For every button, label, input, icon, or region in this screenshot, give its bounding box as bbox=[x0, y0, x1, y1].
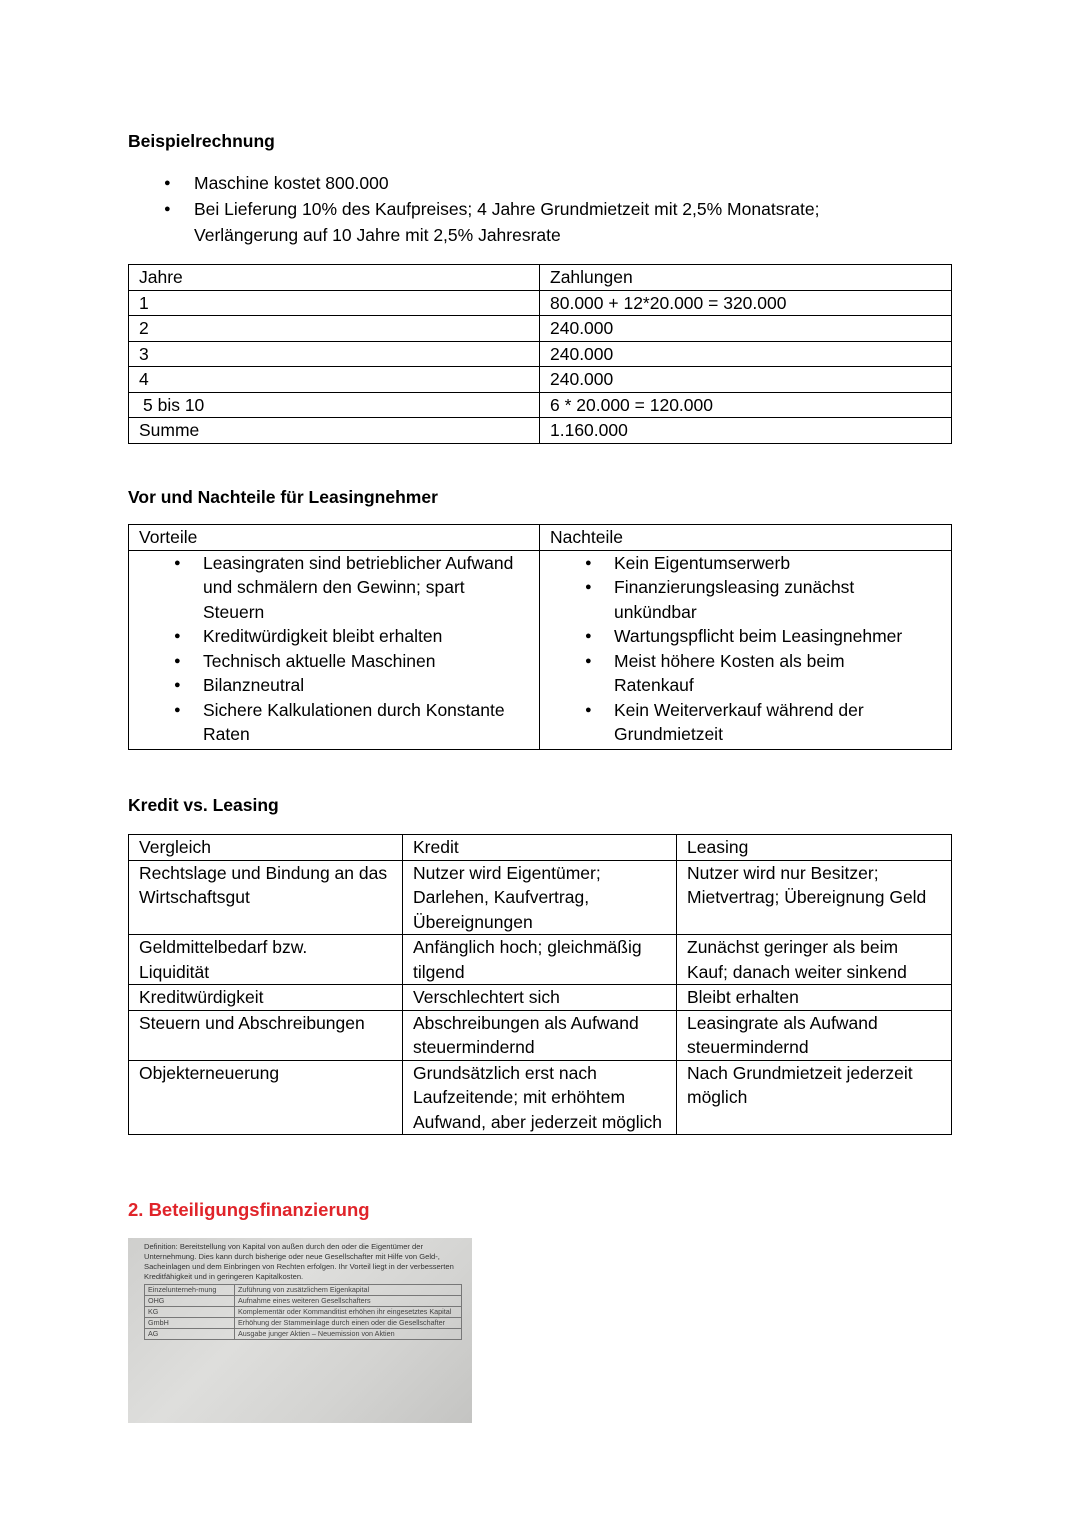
table-cell: Bleibt erhalten bbox=[677, 985, 952, 1011]
list-item: ● Sichere Kalkulationen durch Konstante Raten bbox=[203, 698, 529, 747]
table-cell: 2 bbox=[129, 316, 540, 342]
table-cell: Nach Grundmietzeit jederzeit möglich bbox=[677, 1060, 952, 1135]
table-cell: Leasingrate als Aufwand steuermindernd bbox=[677, 1010, 952, 1060]
table-cell: GmbH bbox=[145, 1318, 235, 1329]
table-cell: 6 * 20.000 = 120.000 bbox=[540, 392, 952, 418]
table-row bbox=[129, 1010, 952, 1060]
header-leasing: Leasing bbox=[677, 835, 952, 861]
table-cell: AG bbox=[145, 1329, 235, 1340]
table-cell: 240.000 bbox=[540, 367, 952, 393]
header-vergleich: Vergleich bbox=[129, 835, 403, 861]
table-row bbox=[129, 341, 952, 367]
heading-beteiligungsfinanzierung: 2. Beteiligungsfinanzierung bbox=[128, 1199, 370, 1220]
list-item: ● Kein Eigentumserwerb bbox=[614, 551, 941, 576]
table-cell: 5 bis 10 bbox=[129, 392, 540, 418]
table-row bbox=[129, 290, 952, 316]
table-row bbox=[129, 418, 952, 444]
table-cell: Nutzer wird nur Besitzer; Mietvertrag; Übereignung Geld bbox=[677, 860, 952, 935]
bullet-item: ● Bei Lieferung 10% des Kaufpreises; 4 Jahre Grundmietzeit mit 2,5% Monatsrate; Verlängerung auf 10 Jahre mit 2,5% Jahresrate bbox=[194, 196, 894, 248]
table-row bbox=[129, 860, 952, 935]
table-cell: Aufnahme eines weiteren Gesellschafters bbox=[235, 1296, 462, 1307]
table-cell: Summe bbox=[129, 418, 540, 444]
list-item: ● Bilanzneutral bbox=[203, 673, 529, 698]
table-row bbox=[145, 1296, 462, 1307]
table-row bbox=[145, 1318, 462, 1329]
bullet-list bbox=[164, 170, 894, 248]
table-cell: Erhöhung der Stammeinlage durch einen oder die Gesellschafter bbox=[235, 1318, 462, 1329]
nachteile-cell bbox=[540, 550, 952, 749]
comparison-table bbox=[128, 834, 952, 1135]
table-row bbox=[145, 1285, 462, 1296]
vorteile-cell bbox=[129, 550, 540, 749]
table-cell: Verschlechtert sich bbox=[403, 985, 677, 1011]
table-row bbox=[129, 367, 952, 393]
table-cell: Grundsätzlich erst nach Laufzeitende; mit erhöhtem Aufwand, aber jederzeit möglich bbox=[403, 1060, 677, 1135]
header-kredit: Kredit bbox=[403, 835, 677, 861]
table-row bbox=[129, 985, 952, 1011]
table-cell: Einzelunterneh-mung bbox=[145, 1285, 235, 1296]
table-header-row bbox=[129, 265, 952, 291]
table-cell: 1.160.000 bbox=[540, 418, 952, 444]
table-cell: 1 bbox=[129, 290, 540, 316]
table-cell: KG bbox=[145, 1307, 235, 1318]
table-header-row bbox=[129, 835, 952, 861]
table-row bbox=[145, 1307, 462, 1318]
table-row bbox=[145, 1329, 462, 1340]
table-cell: 4 bbox=[129, 367, 540, 393]
table-cell: Geldmittelbedarf bzw. Liquidität bbox=[129, 935, 403, 985]
scanned-excerpt-content bbox=[144, 1242, 464, 1340]
table-row bbox=[129, 392, 952, 418]
list-item: ● Meist höhere Kosten als beim Ratenkauf bbox=[614, 649, 941, 698]
list-item: ● Kreditwürdigkeit bleibt erhalten bbox=[203, 624, 529, 649]
payment-table bbox=[128, 264, 952, 444]
table-header-row bbox=[129, 525, 952, 551]
pros-cons-table bbox=[128, 524, 952, 750]
table-cell: Rechtslage und Bindung an das Wirtschaftsgut bbox=[129, 860, 403, 935]
header-nachteile: Nachteile bbox=[540, 525, 952, 551]
bullet-item: ● Maschine kostet 800.000 bbox=[194, 170, 894, 196]
heading-vor-nachteile: Vor und Nachteile für Leasingnehmer bbox=[128, 487, 438, 507]
table-cell: Ausgabe junger Aktien – Neuemission von Aktien bbox=[235, 1329, 462, 1340]
list-item: ● Wartungspflicht beim Leasingnehmer bbox=[614, 624, 941, 649]
table-cell: 80.000 + 12*20.000 = 320.000 bbox=[540, 290, 952, 316]
table-cell: Zunächst geringer als beim Kauf; danach weiter sinkend bbox=[677, 935, 952, 985]
header-vorteile: Vorteile bbox=[129, 525, 540, 551]
table-cell: Steuern und Abschreibungen bbox=[129, 1010, 403, 1060]
header-zahlungen: Zahlungen bbox=[540, 265, 952, 291]
list-item: ● Kein Weiterverkauf während der Grundmietzeit bbox=[614, 698, 941, 747]
table-cell: 3 bbox=[129, 341, 540, 367]
list-item: ● Technisch aktuelle Maschinen bbox=[203, 649, 529, 674]
table-row bbox=[129, 316, 952, 342]
scanned-excerpt-image bbox=[128, 1238, 472, 1423]
heading-beispielrechnung: Beispielrechnung bbox=[128, 131, 275, 151]
table-row bbox=[129, 1060, 952, 1135]
table-cell: OHG bbox=[145, 1296, 235, 1307]
table-cell: Komplementär oder Kommanditist erhöhen ihr eingesetztes Kapital bbox=[235, 1307, 462, 1318]
table-cell: 240.000 bbox=[540, 316, 952, 342]
scanned-definition: Definition: Bereitstellung von Kapital von außen durch den oder die Eigentümer der Unternehmung. Dies kann durch bisherige oder neue Gesellschafter mit Hilfe von Geld-, Sacheinlagen und dem Einbringen von Rechten erfolgen. Ihr Vorteil liegt in der verbesserten Kreditfähigkeit und in geringeren Kapitalkosten. bbox=[144, 1242, 454, 1281]
table-cell: Kreditwürdigkeit bbox=[129, 985, 403, 1011]
table-row bbox=[129, 550, 952, 749]
table-cell: Anfänglich hoch; gleichmäßig tilgend bbox=[403, 935, 677, 985]
scanned-table bbox=[144, 1284, 462, 1340]
heading-kredit-vs-leasing: Kredit vs. Leasing bbox=[128, 795, 279, 815]
header-jahre: Jahre bbox=[129, 265, 540, 291]
list-item: ● Leasingraten sind betrieblicher Aufwand und schmälern den Gewinn; spart Steuern bbox=[203, 551, 529, 625]
table-row bbox=[129, 935, 952, 985]
table-cell: Zuführung von zusätzlichem Eigenkapital bbox=[235, 1285, 462, 1296]
list-item: ● Finanzierungsleasing zunächst unkündbar bbox=[614, 575, 941, 624]
table-cell: 240.000 bbox=[540, 341, 952, 367]
table-cell: Objekterneuerung bbox=[129, 1060, 403, 1135]
table-cell: Abschreibungen als Aufwand steuermindernd bbox=[403, 1010, 677, 1060]
table-cell: Nutzer wird Eigentümer; Darlehen, Kaufvertrag, Übereignungen bbox=[403, 860, 677, 935]
